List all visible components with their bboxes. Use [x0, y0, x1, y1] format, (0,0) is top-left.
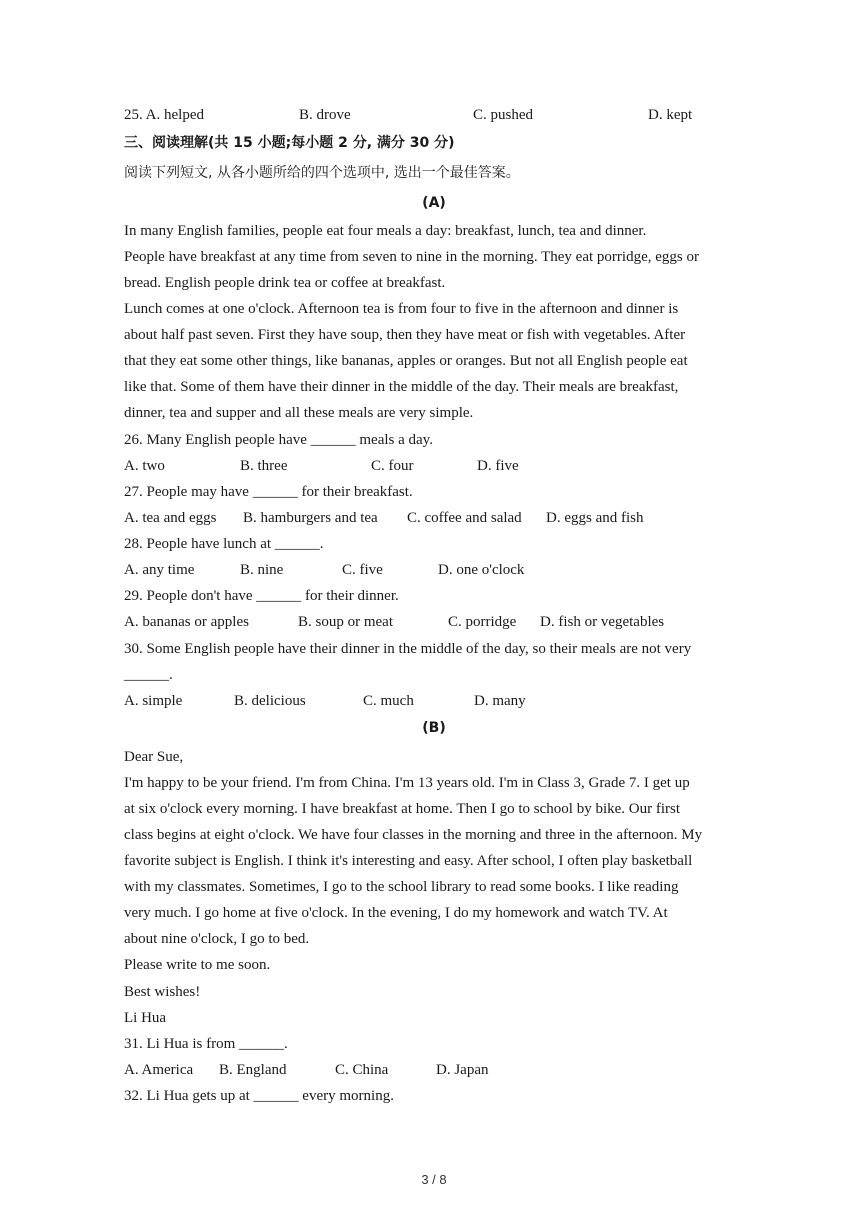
passage-a-line: People have breakfast at any time from seven to nine in the morning. They eat porridge, eggs or — [124, 249, 699, 265]
question-option: A. two — [124, 458, 165, 474]
q25-option-c: C. pushed — [473, 107, 533, 123]
question-option: B. England — [219, 1062, 287, 1078]
page-number: 3 / 8 — [421, 1172, 447, 1187]
question-option: D. many — [474, 693, 526, 709]
question-option: D. five — [477, 458, 519, 474]
q25-option-b: B. drove — [299, 107, 351, 123]
passage-a-line: like that. Some of them have their dinner in the middle of the day. Their meals are breakfast, — [124, 379, 679, 395]
question-option: B. hamburgers and tea — [243, 510, 378, 526]
question-option: B. delicious — [234, 693, 306, 709]
question-option: D. Japan — [436, 1062, 489, 1078]
passage-a-line: In many English families, people eat four meals a day: breakfast, lunch, tea and dinner. — [124, 223, 647, 239]
passage-b-line: very much. I go home at five o'clock. In the evening, I do my homework and watch TV. At — [124, 905, 668, 921]
question-stem: 32. Li Hua gets up at ______ every morning. — [124, 1088, 394, 1104]
question-option: A. any time — [124, 562, 195, 578]
question-option: D. eggs and fish — [546, 510, 644, 526]
question-option: B. soup or meat — [298, 614, 393, 630]
passage-a-line: that they eat some other things, like bananas, apples or oranges. But not all English people eat — [124, 353, 688, 369]
question-option: D. fish or vegetables — [540, 614, 665, 630]
question-stem: 28. People have lunch at ______. — [124, 536, 324, 552]
passage-b-line: about nine o'clock, I go to bed. — [124, 931, 310, 947]
question-stem: 29. People don't have ______ for their dinner. — [124, 588, 399, 604]
question-option: C. coffee and salad — [407, 510, 522, 526]
section-instruction: 阅读下列短文, 从各小题所给的四个选项中, 选出一个最佳答案。 — [124, 165, 520, 181]
passage-a-label: (A) — [422, 195, 446, 211]
section-title: 三、阅读理解(共 15 小题;每小题 2 分, 满分 30 分) — [124, 135, 455, 151]
question-option: A. simple — [124, 693, 183, 709]
passage-b-line: with my classmates. Sometimes, I go to the school library to read some books. I like reading — [124, 879, 679, 895]
question-option: A. tea and eggs — [124, 510, 217, 526]
passage-a-line: bread. English people drink tea or coffee at breakfast. — [124, 275, 446, 291]
passage-a-line: dinner, tea and supper and all these meals are very simple. — [124, 405, 474, 421]
question-option: D. one o'clock — [438, 562, 525, 578]
passage-b-line: I'm happy to be your friend. I'm from China. I'm 13 years old. I'm in Class 3, Grade 7. I get up — [124, 775, 690, 791]
question-option: C. porridge — [448, 614, 517, 630]
question-option: B. three — [240, 458, 288, 474]
passage-b-line: Please write to me soon. — [124, 957, 271, 973]
question-stem-continued: ______. — [124, 667, 173, 683]
question-option: A. America — [124, 1062, 194, 1078]
passage-b-line: Dear Sue, — [124, 749, 184, 765]
question-stem: 26. Many English people have ______ meals a day. — [124, 432, 433, 448]
passage-a-line: about half past seven. First they have soup, then they have meat or fish with vegetables. After — [124, 327, 686, 343]
passage-b-signature: Li Hua — [124, 1010, 167, 1026]
passage-b-label: (B) — [422, 720, 446, 736]
passage-b-line: class begins at eight o'clock. We have four classes in the morning and three in the afternoon. My — [124, 827, 703, 843]
q25-option-a: 25. A. helped — [124, 107, 204, 123]
passage-b-line: favorite subject is English. I think it's interesting and easy. After school, I often play basketball — [124, 853, 693, 869]
question-option: C. five — [342, 562, 383, 578]
question-stem: 31. Li Hua is from ______. — [124, 1036, 288, 1052]
question-option: C. much — [363, 693, 414, 709]
question-option: B. nine — [240, 562, 284, 578]
passage-a-line: Lunch comes at one o'clock. Afternoon tea is from four to five in the afternoon and dinner is — [124, 301, 679, 317]
question-stem: 30. Some English people have their dinner in the middle of the day, so their meals are not very — [124, 641, 692, 657]
passage-b-line: at six o'clock every morning. I have breakfast at home. Then I go to school by bike. Our first — [124, 801, 681, 817]
question-option: A. bananas or apples — [124, 614, 249, 630]
question-option: C. China — [335, 1062, 389, 1078]
q25-option-d: D. kept — [648, 107, 693, 123]
question-option: C. four — [371, 458, 414, 474]
question-stem: 27. People may have ______ for their breakfast. — [124, 484, 413, 500]
passage-b-line: Best wishes! — [124, 984, 201, 1000]
